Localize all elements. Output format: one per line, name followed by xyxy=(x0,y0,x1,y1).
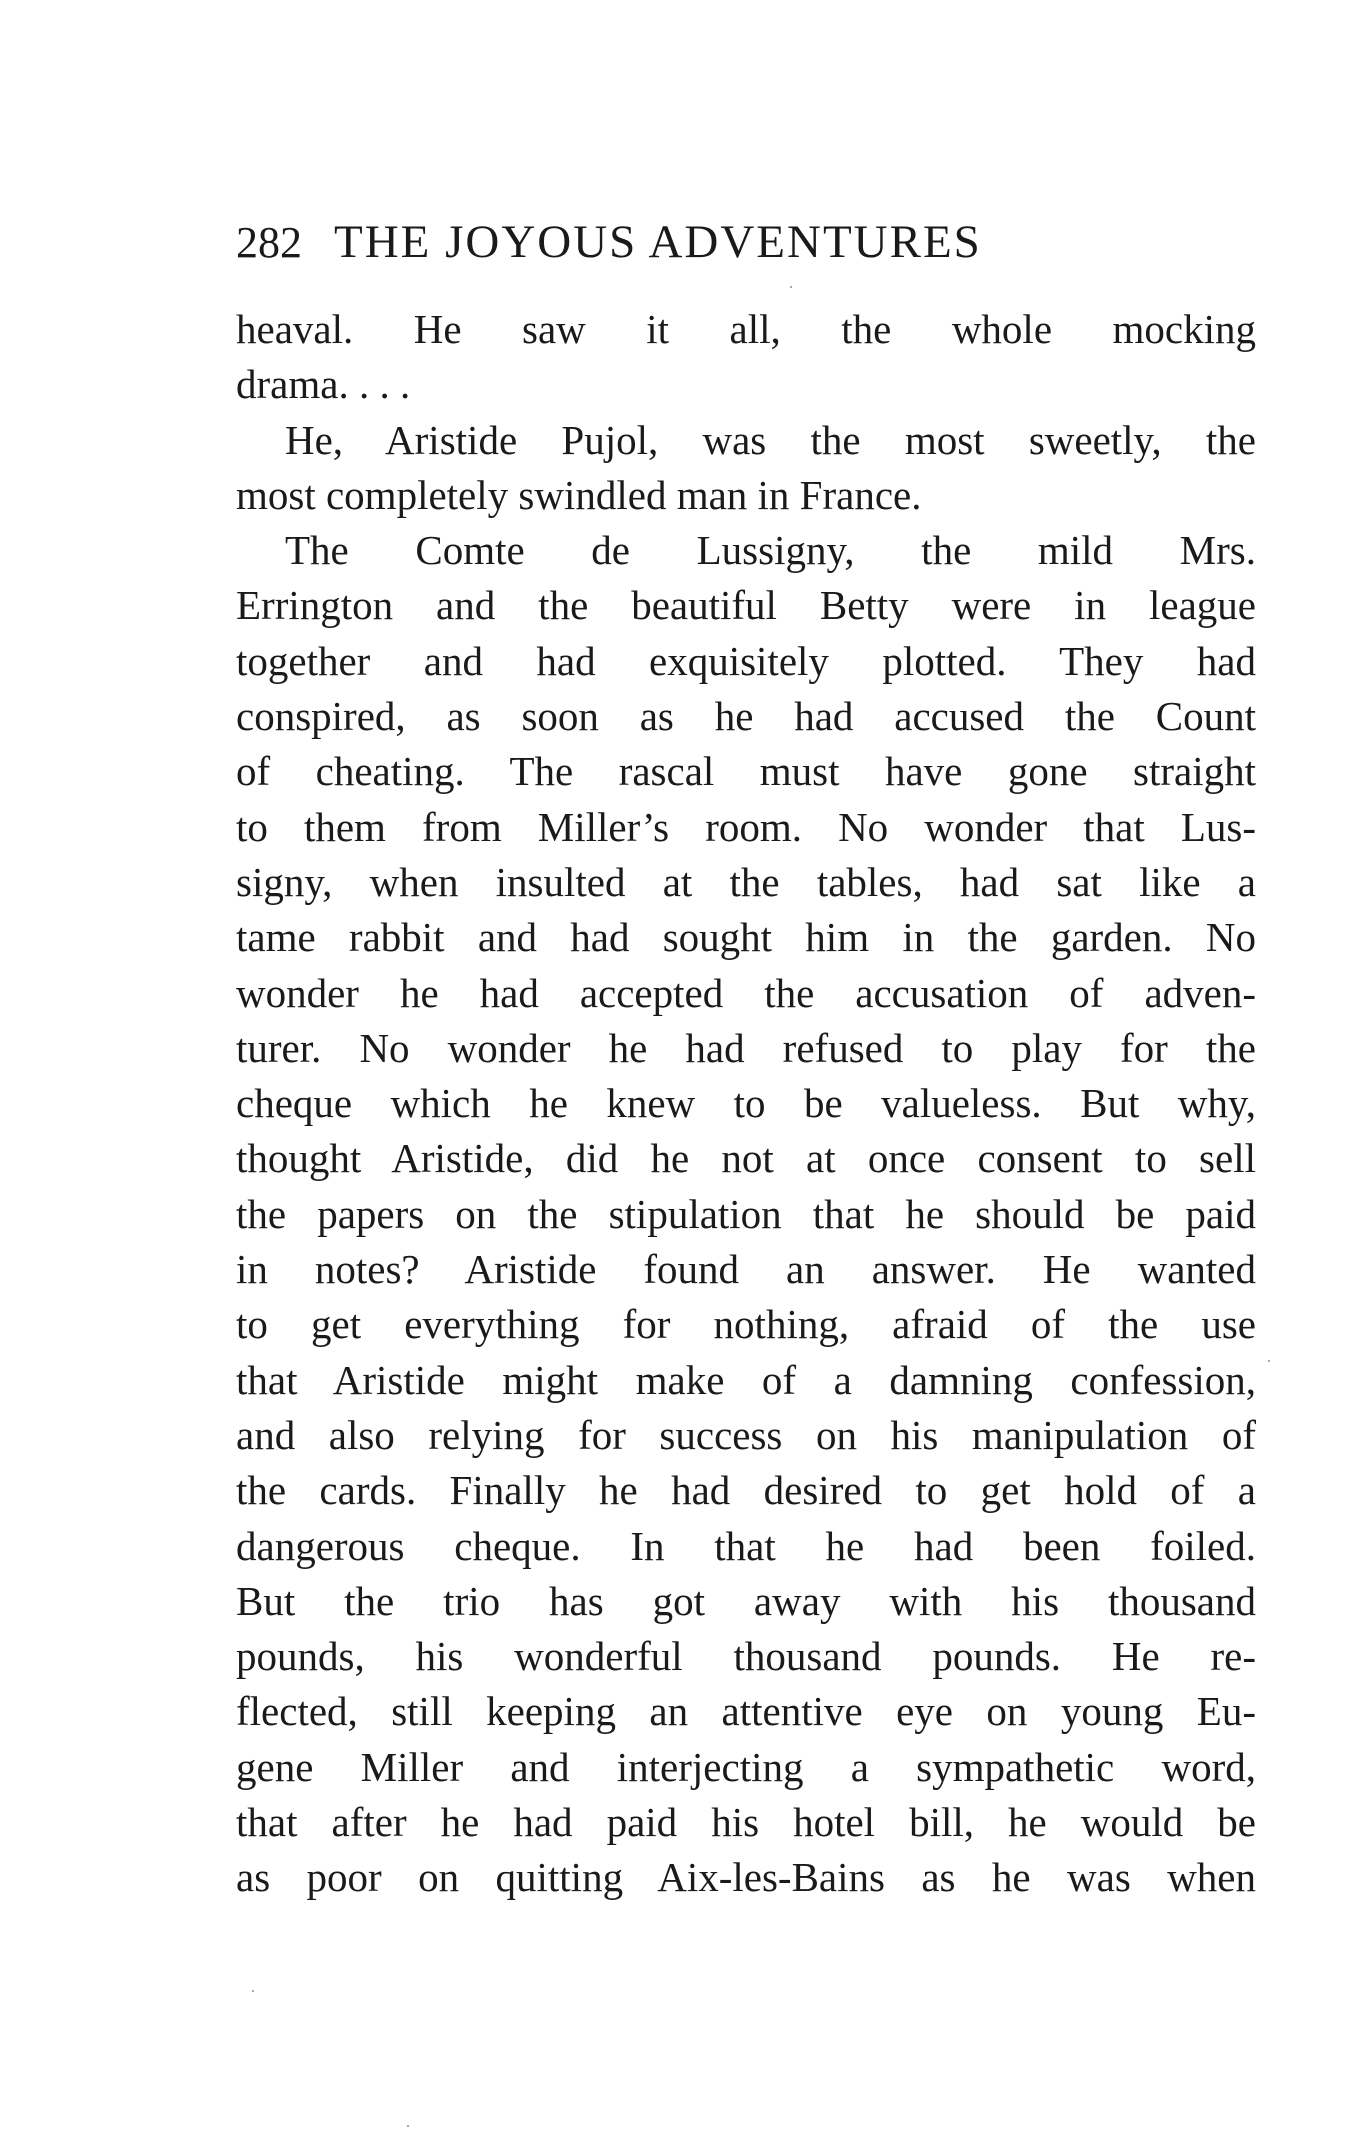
text-line: gene Miller and interjecting a sympathetic word, xyxy=(236,1743,1256,1790)
text-line: to them from Miller’s room. No wonder that Lus- xyxy=(236,803,1256,850)
text-line: But the trio has got away with his thousand xyxy=(236,1577,1256,1624)
text-line: flected, still keeping an attentive eye on young Eu- xyxy=(236,1688,1256,1735)
scan-speck xyxy=(1268,1360,1270,1362)
text-line: in notes? Aristide found an answer. He wanted xyxy=(236,1246,1256,1293)
running-title: THE JOYOUS ADVENTURES xyxy=(334,216,982,268)
text-line: heaval. He saw it all, the whole mocking xyxy=(236,306,1256,352)
text-line: the papers on the stipulation that he should be paid xyxy=(236,1190,1256,1237)
text-line: He, Aristide Pujol, was the most sweetly, the xyxy=(285,416,1256,463)
running-head xyxy=(236,212,1256,272)
text-line: the cards. Finally he had desired to get hold of a xyxy=(236,1467,1256,1514)
text-line: The Comte de Lussigny, the mild Mrs. xyxy=(285,527,1256,574)
text-line: that Aristide might make of a damning confession, xyxy=(236,1356,1256,1403)
text-line: and also relying for success on his manipulation of xyxy=(236,1411,1256,1458)
text-line: wonder he had accepted the accusation of adven- xyxy=(236,969,1256,1016)
text-line: thought Aristide, did he not at once consent to sell xyxy=(236,1135,1256,1182)
text-line: turer. No wonder he had refused to play for the xyxy=(236,1024,1256,1071)
text-line: tame rabbit and had sought him in the garden. No xyxy=(236,914,1256,961)
text-line: most completely swindled man in France. xyxy=(236,471,922,518)
text-line: to get everything for nothing, afraid of the use xyxy=(236,1301,1256,1348)
text-line: together and had exquisitely plotted. They had xyxy=(236,637,1256,684)
page-number: 282 xyxy=(236,218,302,267)
body-text xyxy=(236,302,1256,1906)
text-line: pounds, his wonderful thousand pounds. He re- xyxy=(236,1633,1256,1680)
text-line: cheque which he knew to be valueless. But why, xyxy=(236,1080,1256,1127)
scan-speck xyxy=(790,286,792,288)
scan-speck xyxy=(407,2125,409,2127)
text-line: as poor on quitting Aix-les-Bains as he was when xyxy=(236,1854,1256,1901)
text-line: drama. . . . xyxy=(236,361,411,408)
text-line: Errington and the beautiful Betty were in league xyxy=(236,582,1256,629)
text-line: of cheating. The rascal must have gone straight xyxy=(236,748,1256,795)
text-line: conspired, as soon as he had accused the Count xyxy=(236,693,1256,740)
text-line: signy, when insulted at the tables, had sat like a xyxy=(236,858,1256,905)
text-line: dangerous cheque. In that he had been foiled. xyxy=(236,1522,1256,1569)
text-line: that after he had paid his hotel bill, he would be xyxy=(236,1799,1256,1846)
scan-speck xyxy=(252,1990,254,1992)
